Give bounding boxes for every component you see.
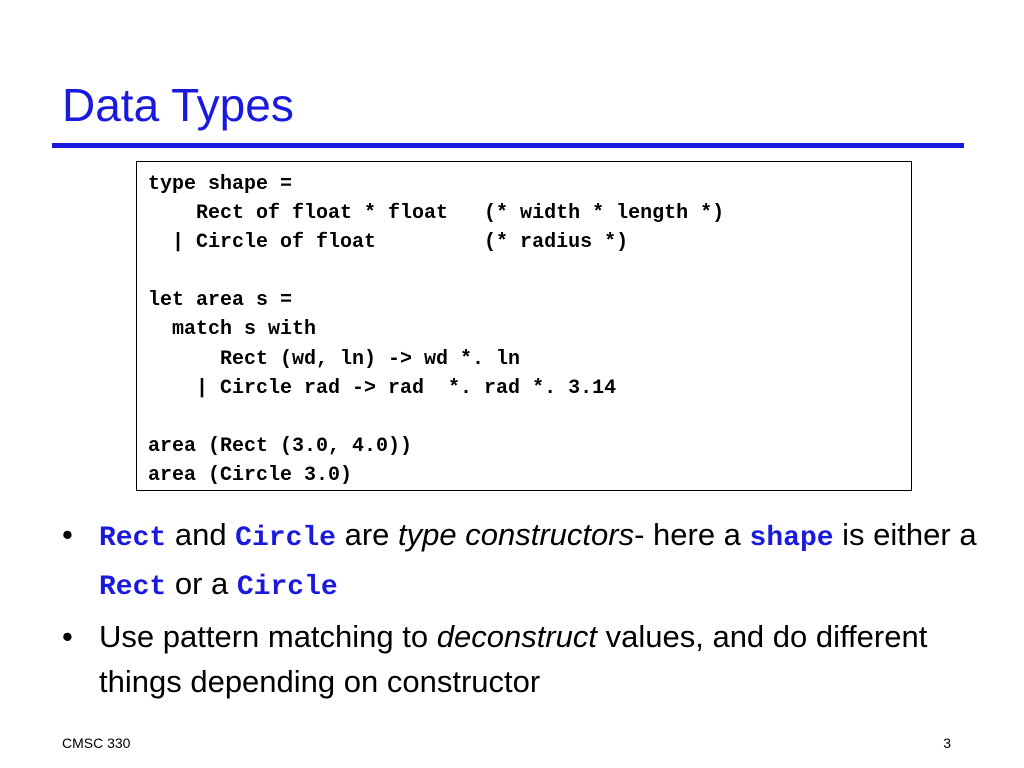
code-line: area (Circle 3.0) — [148, 463, 353, 487]
code-line — [148, 403, 911, 432]
code-line: | Circle of float (* radius *) — [148, 231, 629, 255]
bullet-text: - here a — [634, 517, 750, 552]
code-line: match s with — [148, 318, 317, 342]
bullet-text: Use pattern matching to — [99, 619, 437, 654]
code-line: | Circle rad -> rad *. rad *. 3.14 — [148, 376, 617, 400]
code-term: shape — [749, 523, 834, 554]
bullet-item — [62, 512, 982, 610]
code-line: let area s = — [148, 289, 293, 313]
bullet-marker: • — [62, 517, 73, 552]
slide-title: Data Types — [62, 79, 294, 131]
code-line: type shape = — [148, 173, 293, 196]
code-line: Rect (wd, ln) -> wd *. ln — [148, 347, 521, 371]
bullet-item — [62, 614, 982, 704]
code-term: Rect — [99, 572, 167, 603]
bullet-text: or a — [166, 566, 237, 601]
footer-course: CMSC 330 — [62, 735, 131, 751]
bullet-text: values, and do different things depending on constructor — [99, 619, 928, 699]
code-term: Circle — [236, 572, 338, 603]
emphasis-text: deconstruct — [436, 619, 597, 654]
footer-page-number: 3 — [943, 735, 951, 751]
bullet-text: are — [336, 517, 399, 552]
title-underline — [52, 143, 964, 148]
code-line: area (Rect (3.0, 4.0)) — [148, 434, 413, 458]
bullet-list — [62, 512, 982, 708]
bullet-text: is either a — [833, 517, 977, 552]
code-line — [148, 257, 911, 286]
emphasis-text: type constructors — [398, 517, 635, 552]
bullet-marker: • — [62, 619, 73, 654]
code-term: Circle — [235, 523, 336, 554]
code-term: Rect — [99, 523, 167, 554]
code-block — [136, 161, 912, 491]
bullet-text: and — [166, 517, 236, 552]
code-line: Rect of float * float (* width * length *) — [148, 202, 725, 226]
